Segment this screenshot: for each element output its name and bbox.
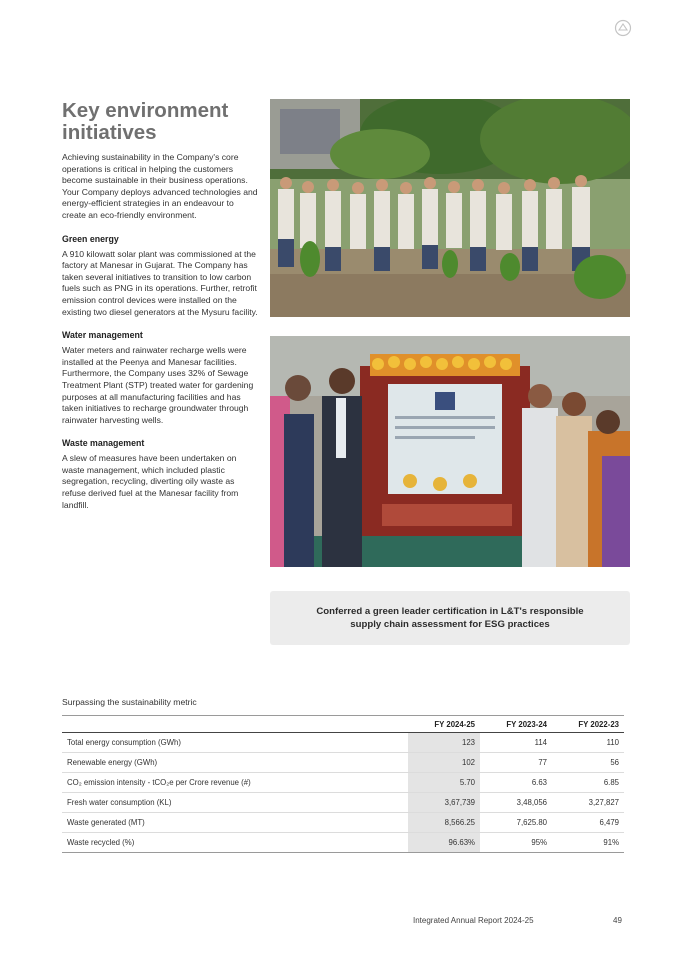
value-cell: 3,27,827 <box>588 798 619 807</box>
value-cell: 114 <box>534 738 547 747</box>
value-cell: 6,479 <box>599 818 619 827</box>
inauguration-photo <box>270 336 630 567</box>
left-column <box>62 100 258 523</box>
value-cell: 3,48,056 <box>516 798 547 807</box>
value-cell: 123 <box>408 733 480 753</box>
value-cell: 6.63 <box>531 778 547 787</box>
metric-cell: Waste generated (MT) <box>67 818 145 827</box>
section-title: Waste management <box>62 438 145 449</box>
value-cell: 96.63% <box>408 833 480 853</box>
section-body: Water meters and rainwater recharge wells were installed at the Peenya and Manesar facilities. Furthermore, the Company uses 32% of Sewage Treatment Plant (STP) treated water for gardening purposes at all manufacturing facilities and has taken initiatives to recharge groundwater through rainwater harvesting wells. <box>62 345 254 425</box>
table-row <box>62 813 624 833</box>
value-cell: 5.70 <box>408 773 480 793</box>
metric-cell: Waste recycled (%) <box>67 838 135 847</box>
metric-cell: Total energy consumption (GWh) <box>67 738 181 747</box>
value-cell: 56 <box>610 758 619 767</box>
section-water-management <box>62 330 258 426</box>
table-row <box>62 753 624 773</box>
value-cell: 3,67,739 <box>408 793 480 813</box>
section-body: A slew of measures have been undertaken on waste management, which included plastic segregation, recycling, diverting oily waste as refuse derived fuel at the Manesar facility from landfill. <box>62 453 239 510</box>
section-body: A 910 kilowatt solar plant was commissioned at the factory at Manesar in Gujarat. The Company has taken several initiatives to transition to low carbon fuels such as PNG in its operations. Further, retrofit emission control devices were installed on the existing two diesel generators at the Mysuru facility. <box>62 248 258 317</box>
section-title: Green energy <box>62 233 119 244</box>
metric-cell: Fresh water consumption (KL) <box>67 798 172 807</box>
column-header: FY 2024-25 <box>434 719 475 729</box>
table-row <box>62 793 624 813</box>
intro-paragraph: Achieving sustainability in the Company's core operations is critical in helping the customers become sustainable in their business operations. Your Company deploys advanced technologies and energy-efficient strategies in an endeavour to create an eco-friendly environment. <box>62 152 258 220</box>
column-header <box>62 716 408 733</box>
value-cell: 91% <box>603 838 619 847</box>
table-row <box>62 773 624 793</box>
value-cell: 102 <box>408 753 480 773</box>
value-cell: 8,566.25 <box>408 813 480 833</box>
footer-report-title: Integrated Annual Report 2024-25 <box>413 916 534 925</box>
value-cell: 95% <box>531 838 547 847</box>
table-header-row <box>62 716 624 733</box>
footer-page-number: 49 <box>613 916 622 925</box>
section-waste-management <box>62 438 258 511</box>
value-cell: 110 <box>606 738 619 747</box>
certification-callout <box>270 591 630 645</box>
table-row <box>62 833 624 853</box>
metric-cell: CO₂ emission intensity - tCO₂e per Crore revenue (#) <box>67 778 251 787</box>
column-header: FY 2022-23 <box>578 719 619 729</box>
table-row <box>62 733 624 753</box>
logo-icon <box>614 19 632 37</box>
tree-planting-photo <box>270 99 630 317</box>
metric-cell: Renewable energy (GWh) <box>67 758 158 767</box>
value-cell: 7,625.80 <box>516 818 547 827</box>
section-title: Water management <box>62 330 143 341</box>
value-cell: 6.85 <box>603 778 619 787</box>
sustainability-table-section <box>62 697 624 853</box>
table-caption: Surpassing the sustainability metric <box>62 697 197 707</box>
value-cell: 77 <box>538 758 547 767</box>
page-title: Key environment initiatives <box>62 99 229 144</box>
section-green-energy <box>62 234 258 319</box>
column-header: FY 2023-24 <box>506 719 547 729</box>
sustainability-table <box>62 715 624 853</box>
callout-text: Conferred a green leader certification in L&T's responsible supply chain assessment for ESG practices <box>316 606 584 630</box>
